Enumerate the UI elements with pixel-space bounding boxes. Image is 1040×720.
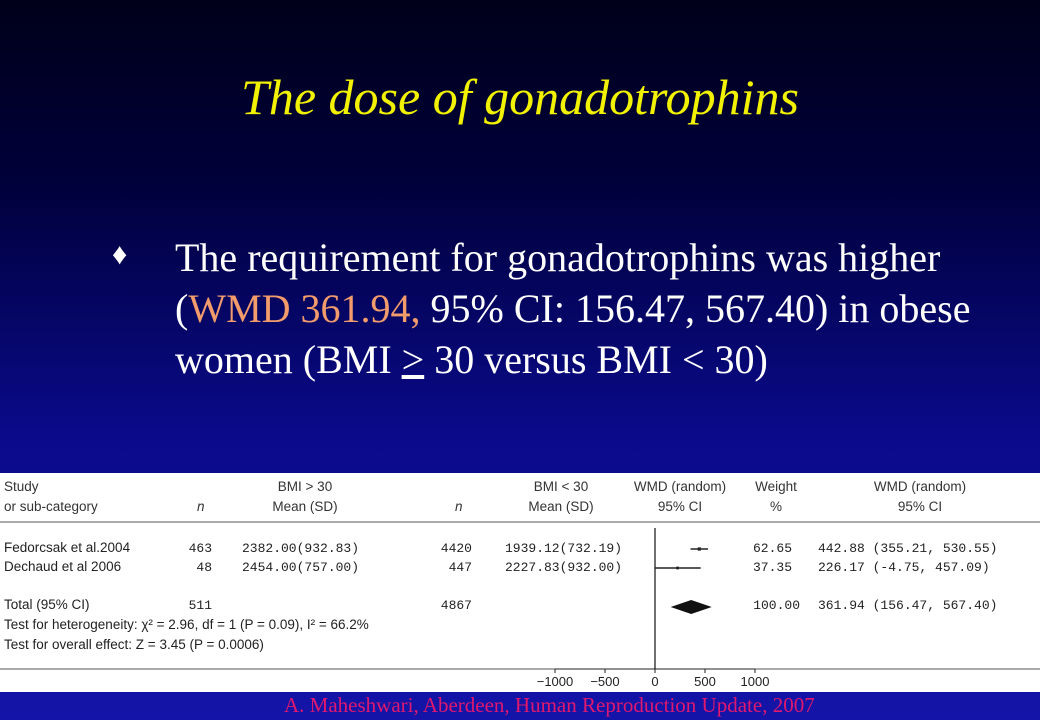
total-label: Total (95% CI) xyxy=(4,597,90,612)
header-wmd-ci: 95% CI xyxy=(897,499,943,514)
x-axis-tick-label: −500 xyxy=(590,674,620,689)
header-wmd: WMD (random) xyxy=(873,479,967,494)
bullet-text-part: 30 versus BMI < 30) xyxy=(424,337,768,382)
total-n-low: 4867 xyxy=(440,598,472,613)
header-bmi-low: BMI < 30 xyxy=(533,479,589,494)
wmd-highlight: WMD 361.94, xyxy=(188,286,421,331)
slide-title: The dose of gonadotrophins xyxy=(241,69,799,125)
n-high: 463 xyxy=(188,541,212,556)
n-low: 447 xyxy=(448,560,472,575)
diamond-bullet-icon: ♦ xyxy=(112,238,128,271)
header-study: Study xyxy=(4,479,39,494)
header-n-high: n xyxy=(197,499,205,514)
point-estimate xyxy=(676,567,679,570)
study-name: Dechaud et al 2006 xyxy=(4,559,122,574)
header-weight-percent: % xyxy=(769,499,782,514)
header-n-low: n xyxy=(455,499,463,514)
mean-high: 2382.00(932.83) xyxy=(242,541,360,556)
wmd-ci: 442.88 (355.21, 530.55) xyxy=(818,541,998,556)
header-sub-category: or sub-category xyxy=(4,499,98,514)
n-high: 48 xyxy=(196,560,212,575)
weight: 62.65 xyxy=(752,541,792,556)
study-name: Fedorcsak et al.2004 xyxy=(4,540,131,555)
total-wmd-ci: 361.94 (156.47, 567.40) xyxy=(818,598,998,613)
heterogeneity-test: Test for heterogeneity: χ² = 2.96, df = 1 (P = 0.09), I² = 66.2% xyxy=(4,617,369,632)
bullet-text-part: The requirement for gonadotrophins was higher ( xyxy=(175,235,941,331)
x-axis-tick-label: −1000 xyxy=(536,674,574,689)
forest-plot-table xyxy=(0,473,1040,692)
total-diamond xyxy=(671,600,712,614)
n-low: 4420 xyxy=(440,541,472,556)
weight: 37.35 xyxy=(752,560,792,575)
total-weight: 100.00 xyxy=(753,598,800,613)
greater-equal-sign: > xyxy=(401,337,425,382)
citation: A. Maheshwari, Aberdeen, Human Reproduction Update, 2007 xyxy=(284,693,815,717)
bullet-text xyxy=(175,232,975,385)
header-wmd-plot-ci: 95% CI xyxy=(657,499,703,514)
x-axis-tick-label: 500 xyxy=(694,674,716,689)
header-weight: Weight xyxy=(755,479,797,494)
x-axis-tick-label: 1000 xyxy=(740,674,770,689)
mean-low: 1939.12(732.19) xyxy=(505,541,623,556)
x-axis-tick-label: 0 xyxy=(651,674,659,689)
header-mean-low: Mean (SD) xyxy=(528,499,594,514)
point-estimate xyxy=(698,547,701,550)
overall-effect-test: Test for overall effect: Z = 3.45 (P = 0.0006) xyxy=(4,637,264,652)
bullet-text-part: 95% CI: 156.47, 567.40) in obese women (BMI xyxy=(175,286,971,382)
wmd-ci: 226.17 (-4.75, 457.09) xyxy=(818,560,990,575)
header-mean-high: Mean (SD) xyxy=(272,499,338,514)
mean-low: 2227.83(932.00) xyxy=(505,560,623,575)
header-wmd-plot: WMD (random) xyxy=(633,479,727,494)
total-n-high: 511 xyxy=(188,598,212,613)
mean-high: 2454.00(757.00) xyxy=(242,560,360,575)
header-bmi-high: BMI > 30 xyxy=(277,479,333,494)
